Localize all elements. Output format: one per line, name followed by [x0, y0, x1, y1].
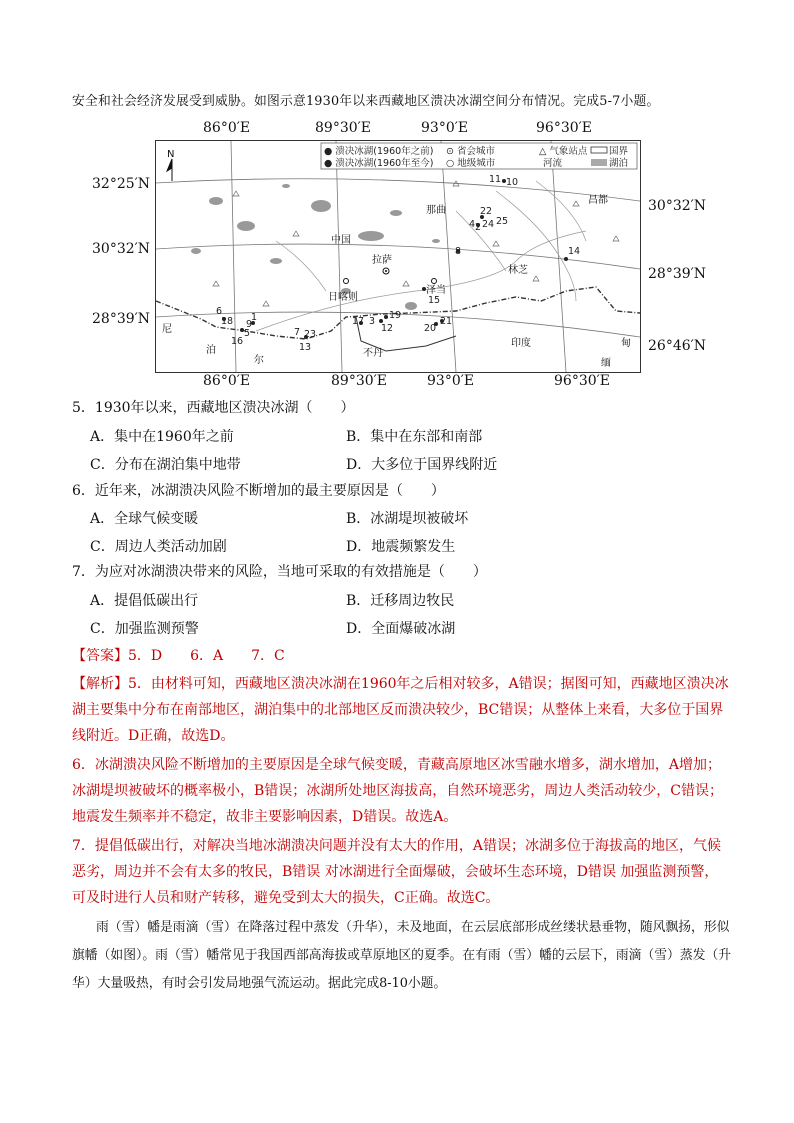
- place-label: 泊: [206, 345, 216, 356]
- meridian-line: [551, 141, 566, 372]
- q6-option-a: A．全球气候变暖: [90, 511, 199, 527]
- answer-values: 5．D 6．A 7．C: [128, 648, 285, 664]
- lake-number: 5: [244, 328, 251, 339]
- lake-number: 1: [251, 312, 258, 323]
- lat-label-right: 30°32′N: [648, 198, 707, 214]
- place-label: 印度: [511, 338, 531, 349]
- legend-item: ○ 地级城市: [446, 158, 496, 169]
- lon-label-top: 86°0′E: [203, 120, 251, 136]
- lake: [358, 231, 384, 241]
- analysis-7: 7．提倡低碳出行，对解决当地冰湖溃决问题并没有太大的作用，A错误；冰湖多位于海拔高的地区，气候恶劣，周边并不会有太多的牧民，B错误 对冰湖进行全面爆破，会破坏生态环境，D错误 加强监测预警，可及时进行人员和财产转移，避免受到太大的损失，C正确。故选C。: [72, 838, 722, 906]
- place-label: 尼: [162, 324, 172, 335]
- lat-label-right: 26°46′N: [648, 338, 707, 354]
- lake: [270, 258, 282, 264]
- analysis-label: 【解析】: [72, 676, 128, 692]
- lake: [311, 200, 331, 212]
- station-icon: [213, 281, 219, 286]
- station-icon: [533, 276, 539, 281]
- lake-number: 20: [424, 323, 437, 334]
- lake-number: 22: [480, 206, 493, 217]
- answer-line: [72, 643, 732, 669]
- lake: [405, 302, 417, 310]
- question-5-stem: 5．1930年以来，西藏地区溃决冰湖（ ）: [72, 400, 355, 416]
- lake-number: 23: [304, 329, 317, 340]
- place-label: 拉萨: [372, 255, 392, 266]
- q7-option-a: A．提倡低碳出行: [90, 593, 199, 609]
- lake: [237, 221, 255, 231]
- lon-label-bottom: 89°30′E: [331, 373, 388, 389]
- glacial-lake-map: [155, 140, 641, 373]
- lake-point: [384, 315, 388, 319]
- parallel-line: [156, 179, 640, 201]
- city-icon: [432, 279, 437, 284]
- lake-number: 2: [475, 222, 482, 233]
- analysis-5: [72, 671, 732, 749]
- meridian-line: [336, 141, 342, 372]
- place-label: 中国: [331, 235, 351, 246]
- lake-number: 4: [469, 219, 476, 230]
- analysis-6: 6．冰湖溃决风险不断增加的主要原因是全球气候变暖，青藏高原地区冰雪融水增多，湖水增加，A增加；冰湖堤坝被破坏的概率极小，B错误；冰湖所处地区海拔高，自然环境恶劣，周边人类活动较少，C错误；地震发生频率并不稳定，故非主要影响因素，D错误。故选A。: [72, 757, 723, 825]
- lake-numbers: [216, 174, 580, 353]
- q6-option-b: B．冰湖堤坝被破坏: [346, 511, 469, 527]
- lake: [432, 239, 440, 243]
- lake-number: 6: [216, 306, 223, 317]
- lake-point: [422, 287, 426, 291]
- legend-item: 河流: [543, 158, 563, 169]
- question-7-stem: 7．为应对冰湖溃决带来的风险，当地可采取的有效措施是（ ）: [72, 564, 487, 580]
- lake-number: 3: [369, 316, 376, 327]
- lake-number: 16: [231, 336, 244, 347]
- lake-number: 9: [246, 319, 253, 330]
- lake-number: 11: [489, 174, 502, 185]
- lake: [282, 184, 290, 188]
- place-label: 缅: [601, 358, 611, 369]
- place-label: 林芝: [508, 265, 528, 276]
- q7-option-b: B．迁移周边牧民: [346, 593, 455, 609]
- lat-label-left: 30°32′N: [92, 241, 151, 257]
- intro-text: 安全和社会经济发展受到威胁。如图示意1930年以来西藏地区溃决冰湖空间分布情况。完成5-7小题。: [72, 94, 660, 109]
- map-canvas: [156, 141, 640, 372]
- place-label: 泽当: [426, 285, 446, 296]
- capital-city-icon: [385, 270, 387, 272]
- lake-number: 21: [440, 316, 453, 327]
- lon-label-bottom: 93°0′E: [427, 373, 475, 389]
- lake-number: 25: [496, 216, 509, 227]
- legend-item: ⊙ 省会城市: [446, 146, 495, 157]
- lake-number: 18: [221, 316, 234, 327]
- station-icon: [293, 231, 299, 236]
- lake-number: 19: [389, 310, 402, 321]
- lon-label-bottom: 96°30′E: [554, 373, 611, 389]
- lat-label-left: 32°25′N: [92, 176, 151, 192]
- north-arrow-icon: [167, 159, 172, 181]
- lake-number: 24: [482, 219, 495, 230]
- river-line: [276, 241, 326, 291]
- lake-number: 7: [294, 327, 301, 338]
- place-label: 甸: [621, 338, 631, 349]
- station-icon: [403, 281, 409, 286]
- lake-number: 13: [299, 342, 312, 353]
- station-icon: [573, 201, 579, 206]
- q5-option-b: B．集中在东部和南部: [346, 429, 483, 445]
- meridian-line: [441, 141, 456, 372]
- q6-option-c: C．周边人类活动加剧: [90, 539, 227, 555]
- question-6-stem: 6．近年来，冰湖溃决风险不断增加的最主要原因是（ ）: [72, 483, 445, 499]
- place-label: 昌都: [588, 195, 608, 206]
- place-label: 日喀则: [328, 292, 358, 303]
- legend-item: 国界: [609, 146, 629, 157]
- lat-label-left: 28°39′N: [92, 311, 151, 327]
- place-label: 不丹: [363, 348, 383, 359]
- next-section-intro: 雨（雪）幡是雨滴（雪）在降落过程中蒸发（升华），未及地面，在云层底部形成丝缕状悬垂物，随风飘扬，形似旗幡（如图）。雨（雪）幡常见于我国西部高海拔或草原地区的夏季。在有雨（雪）幡的云层下，雨滴（雪）蒸发（升华）大量吸热，有时会引发局地强气流运动。据此完成8-10小题。: [72, 920, 732, 991]
- north-arrow-icon: N: [167, 149, 175, 160]
- lon-label-top: 89°30′E: [315, 120, 372, 136]
- lake-legend-swatch: [591, 159, 607, 166]
- q5-option-a: A．集中在1960年之前: [90, 429, 234, 445]
- lake-number: 15: [428, 295, 441, 306]
- station-icon: [233, 191, 239, 196]
- legend-item: △ 气象站点: [539, 146, 588, 157]
- q7-option-d: D．全面爆破冰湖: [346, 621, 456, 637]
- analysis-5-text: 5．由材料可知，西藏地区溃决冰湖在1960年之后相对较多，A错误；据图可知，西藏地区溃决冰湖主要集中分布在南部地区，湖泊集中的北部地区反而溃决较少，BC错误；从整体上来看，大多位于国界线附近。D正确，故选D。: [72, 676, 729, 744]
- lake: [191, 248, 201, 254]
- lon-label-bottom: 86°0′E: [203, 373, 251, 389]
- station-icon: [263, 301, 269, 306]
- lake: [390, 210, 402, 216]
- legend-item: 湖泊: [609, 158, 629, 169]
- place-label: 那曲: [426, 205, 446, 216]
- legend-item: ● 溃决冰湖(1960年至今): [324, 158, 434, 169]
- city-icon: [344, 279, 349, 284]
- lakes: [191, 184, 440, 310]
- lake-number: 14: [568, 246, 581, 257]
- q5-option-c: C．分布在湖泊集中地带: [90, 457, 241, 473]
- legend-item: ● 溃决冰湖(1960年之前): [324, 146, 434, 157]
- lat-label-right: 28°39′N: [648, 266, 707, 282]
- lake-point: [564, 257, 568, 261]
- lon-label-top: 93°0′E: [421, 120, 469, 136]
- place-label: 尔: [254, 355, 264, 366]
- q7-option-c: C．加强监测预警: [90, 621, 199, 637]
- lake-number: 10: [506, 177, 519, 188]
- lake: [209, 197, 223, 205]
- lon-label-top: 96°30′E: [536, 120, 593, 136]
- lake-number: 8: [455, 246, 462, 257]
- lake-number: 17: [352, 316, 365, 327]
- river-line: [496, 191, 576, 301]
- station-icon: [613, 236, 619, 241]
- lake-number: 12: [381, 323, 394, 334]
- answer-label: 【答案】: [72, 648, 128, 664]
- station-icon: [493, 241, 499, 246]
- q6-option-d: D．地震频繁发生: [346, 539, 456, 555]
- q5-option-d: D．大多位于国界线附近: [346, 457, 498, 473]
